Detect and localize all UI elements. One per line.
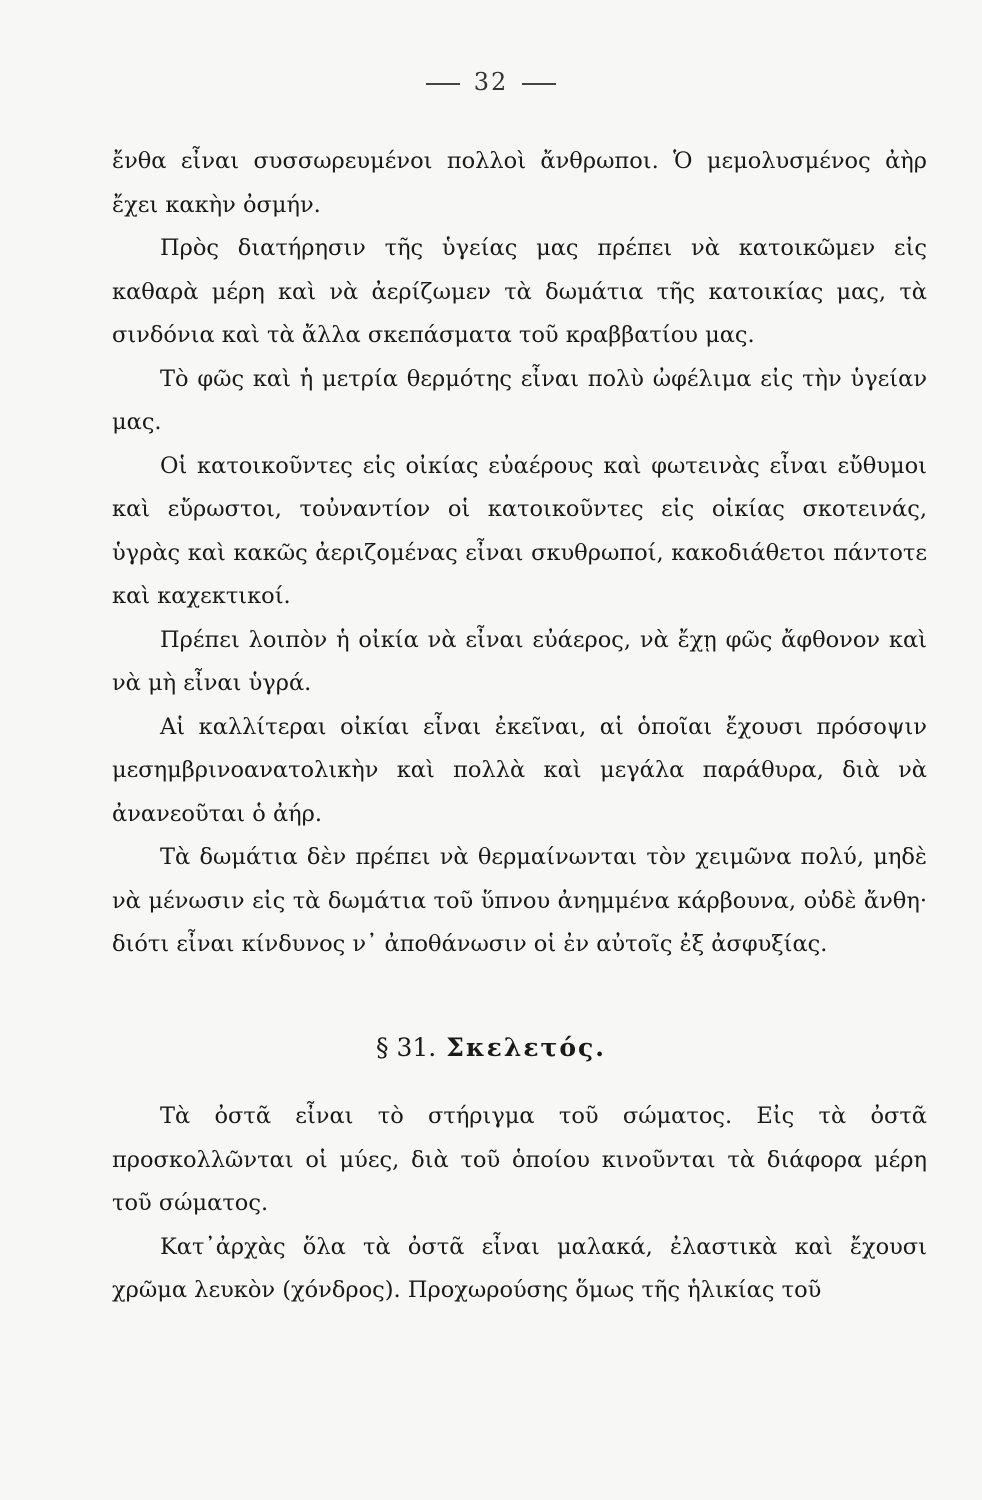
section-title: Σκελετός. xyxy=(446,1033,606,1062)
paragraph-2: Πρὸς διατήρησιν τῆς ὑγείας μας πρέπει νὰ κατοικῶμεν εἰς καθαρὰ μέρη καὶ νὰ ἀερίζωμεν τὰ δωμάτια τῆς κατοικίας μας, τὰ σινδόνια καὶ τὰ ἄλλα σκεπάσματα τοῦ κραββατίου μας. xyxy=(112,235,927,348)
page-number xyxy=(0,68,982,96)
paragraph-5: Πρέπει λοιπὸν ἡ οἰκία νὰ εἶναι εὐάερος, νὰ ἔχῃ φῶς ἄφθονον καὶ νὰ μὴ εἶναι ὑγρά. xyxy=(112,626,927,696)
section-body-text xyxy=(112,1095,927,1313)
section-heading xyxy=(0,1028,982,1068)
page-number-dash-left xyxy=(426,83,460,85)
page-number-dash-right xyxy=(522,83,556,85)
paragraph-1: ἔνθα εἶναι συσσωρευμένοι πολλοὶ ἄνθρωποι. Ὁ μεμολυσμένος ἀὴρ ἔχει κακὴν ὀσμήν. xyxy=(112,148,927,218)
body-text xyxy=(112,140,927,967)
paragraph-7: Τὰ δωμάτια δὲν πρέπει νὰ θερμαίνωνται τὸν χειμῶνα πολύ, μηδὲ νὰ μένωσιν εἰς τὰ δωμάτια τοῦ ὕπνου ἀνημμένα κάρβουνα, οὐδὲ ἄνθη· διότι εἶναι κίνδυνος ν᾿ ἀποθάνωσιν οἱ ἐν αὐτοῖς ἐξ ἀσφυξίας. xyxy=(112,844,927,957)
section-number: § 31. xyxy=(376,1033,437,1062)
page-number-value: 32 xyxy=(473,68,509,96)
section-paragraph-1: Τὰ ὀστᾶ εἶναι τὸ στήριγμα τοῦ σώματος. Εἰς τὰ ὀστᾶ προσκολλῶνται οἱ μύες, διὰ τοῦ ὁποίου κινοῦνται τὰ διάφορα μέρη τοῦ σώματος. xyxy=(112,1103,927,1216)
section-paragraph-2: Κατ᾿ἀρχὰς ὅλα τὰ ὀστᾶ εἶναι μαλακά, ἐλαστικὰ καὶ ἔχουσι χρῶμα λευκὸν (χόνδρος). Προχωρούσης ὅμως τῆς ἡλικίας τοῦ xyxy=(112,1233,927,1303)
paragraph-3: Τὸ φῶς καὶ ἡ μετρία θερμότης εἶναι πολὺ ὠφέλιμα εἰς τὴν ὑγείαν μας. xyxy=(112,365,927,435)
paragraph-4: Οἱ κατοικοῦντες εἰς οἰκίας εὐαέρους καὶ φωτεινὰς εἶναι εὔθυμοι καὶ εὔρωστοι, τοὐναντίον οἱ κατοικοῦντες εἰς οἰκίας σκοτεινάς, ὑγρὰς καὶ κακῶς ἀεριζομένας εἶναι σκυθρωποί, κακοδιάθετοι πάντοτε καὶ καχεκτικοί. xyxy=(112,452,927,609)
paragraph-6: Αἱ καλλίτεραι οἰκίαι εἶναι ἐκεῖναι, αἱ ὁποῖαι ἔχουσι πρόσοψιν μεσημβρινοανατολικὴν καὶ πολλὰ καὶ μεγάλα παράθυρα, διὰ νὰ ἀνανεοῦται ὁ ἀήρ. xyxy=(112,713,927,827)
